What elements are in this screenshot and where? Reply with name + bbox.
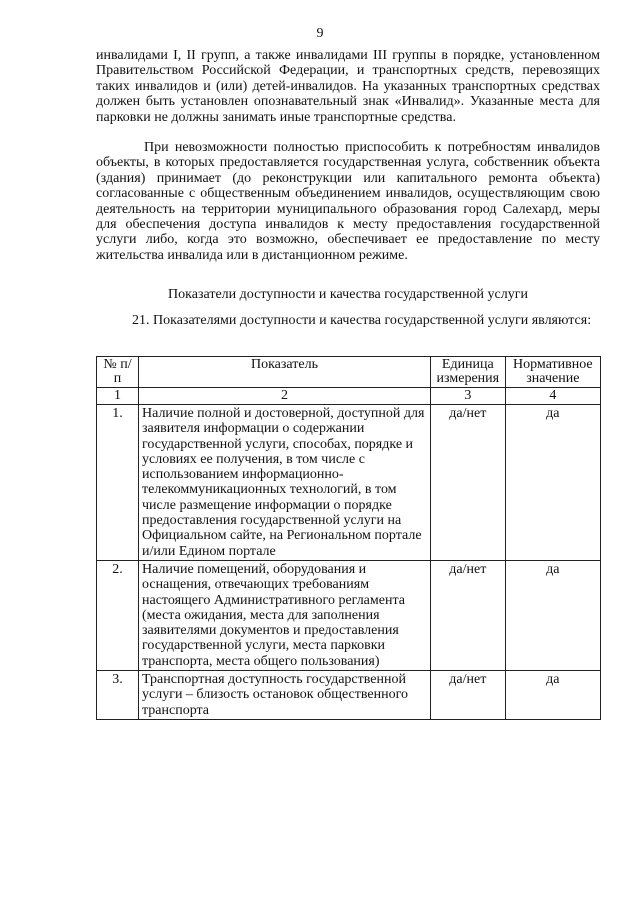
table-row — [97, 405, 601, 561]
row-norm: да — [505, 560, 600, 670]
table-row — [97, 560, 601, 670]
row-indicator: Наличие помещений, оборудования и оснащения, отвечающих требованиям настоящего Административного регламента (места ожидания, места для заполнения заявителями документов и предоставления государственной услуги, места парковки транспорта, места общего пользования) — [139, 560, 431, 670]
row-norm: да — [505, 671, 600, 720]
column-index: 3 — [430, 388, 505, 405]
row-unit: да/нет — [430, 671, 505, 720]
column-index: 4 — [505, 388, 600, 405]
paragraph-parking: инвалидами I, II групп, а также инвалидами III группы в порядке, установленном Правительством Российской Федерации, и транспортных средств, перевозящих таких инвалидов и (или) детей-инвалидов. На указанных транспортных средствах должен быть установлен опознавательный знак «Инвалид». Указанные места для парковки не должны занимать иные транспортные средства. — [96, 48, 600, 125]
row-num: 1. — [97, 405, 139, 561]
indicators-table — [96, 356, 601, 720]
table-column-index-row — [97, 388, 601, 405]
paragraph-accessibility-measures: При невозможности полностью приспособить к потребностям инвалидов объекты, в которых предоставляется государственная услуга, собственник объекта (здания) принимает (до реконструкции или капитального ремонта объекта) согласованные с общественным объединением инвалидов, осуществляющим свою деятельность на территории муниципального образования город Салехард, меры для обеспечения доступа инвалидов к месту предоставления государственной услуги либо, когда это возможно, обеспечивает ее предоставление по месту жительства инвалида или в дистанционном режиме. — [96, 140, 600, 263]
column-index: 1 — [97, 388, 139, 405]
column-index: 2 — [139, 388, 431, 405]
page-number: 9 — [316, 26, 324, 41]
row-num: 3. — [97, 671, 139, 720]
row-unit: да/нет — [430, 405, 505, 561]
header-norm: Нормативное значение — [505, 357, 600, 388]
row-indicator: Транспортная доступность государственной услуги – близость остановок общественного транспорта — [139, 671, 431, 720]
header-num: № п/п — [97, 357, 139, 388]
row-unit: да/нет — [430, 560, 505, 670]
header-unit: Единица измерения — [430, 357, 505, 388]
row-num: 2. — [97, 560, 139, 670]
section-heading: Показатели доступности и качества государственной услуги — [168, 287, 528, 302]
row-norm: да — [505, 405, 600, 561]
table-header-row — [97, 357, 601, 388]
row-indicator: Наличие полной и достоверной, доступной для заявителя информации о содержании государственной услуги, способах, порядке и условиях ее получения, в том числе с использованием информационно-телекоммуникационных технологий, в том числе размещение информации о порядке предоставления государственной услуги на Официальном сайте, на Региональном портале и/или Едином портале — [139, 405, 431, 561]
header-indicator: Показатель — [139, 357, 431, 388]
paragraph-indicators-intro: 21. Показателями доступности и качества государственной услуги являются: — [132, 313, 592, 328]
table-row — [97, 671, 601, 720]
